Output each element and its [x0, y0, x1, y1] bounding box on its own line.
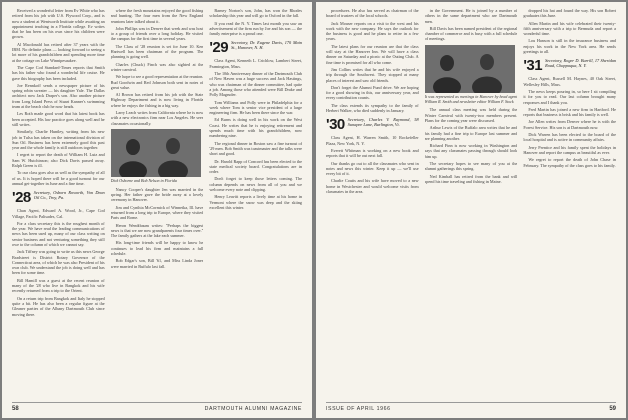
left-page-footer [12, 402, 302, 412]
class-year: '30 [326, 116, 345, 134]
photo [425, 45, 518, 93]
paragraph: Henry Leavitt reports a lively time at his home in Vermont where the snow was deep and the skiing excellent this winter. [209, 194, 302, 210]
class-heading [12, 190, 105, 205]
halftone-photo [425, 45, 515, 93]
paragraph: The annual class meeting was held during the Winter Carnival with twenty-two members present. Plans for the coming year were discussed. [424, 107, 518, 123]
paragraph: Don't forget the Alumni Fund drive. We are hoping for a good showing in this, our anniversary year, and every contribution counts. [326, 84, 419, 101]
paragraph: Les Roth made good word that his latest book has been accepted. His law practice goes along well and he still writes. [12, 111, 105, 127]
paragraph: Received a wonderful letter from Ev White who has retired from his job with U.S. Plywood Corp., and is now a student at Wentworth Institute while awaiting an appointment teaching in a Florida college. Ev writes that he has been on his own since his children were grown. [12, 8, 105, 40]
text-column [209, 8, 302, 396]
paragraph: Lou Hanson is still in the insurance business and enjoys his work in the New York area. He sends greetings to all. [523, 38, 616, 55]
class-secretary-info: Secretary, Osborn Roworth, Von Dean Oil Co., Troy, Pa. [33, 190, 105, 201]
paragraph: Charles (Chuck) Finch was also sighted at the winter carnival. [110, 61, 204, 72]
paragraph: Jack Mouser reports on a visit to the west and his work with the new company. He says the outlook for the business is good and he plans to retire in a few years. [326, 20, 419, 42]
photo-caption: It was represented as meetings in Hanover by head agent William R. Smith and newsletter editor William F. Stock [424, 93, 518, 104]
photo-caption: Dick Osborne and Bob Nelson in Florida [110, 177, 177, 183]
photo [111, 129, 204, 177]
paragraph: Barney Norton's son, John, has won the Rhodes scholarship this year and will go to Oxford in the fall. [209, 8, 302, 19]
paragraph: Chan Agent, Edward A. Wood, Jr., Cape Cod Village, Pacific Palisades, Cal. [12, 208, 105, 219]
class-heading [523, 58, 616, 73]
paragraph: Jack Tiffney was going to write us this news George Bradstreet is District Rotary Governor of the Connecticut area, of which he was also President of his own club. We understand the job is doing well and has been for some time. [12, 249, 105, 276]
photo-figure [166, 138, 180, 154]
paragraph: I regret to report the death of William H. Lutz and Sam W. Hutchinson; also Dick Davis passed away. Ralph Green is ill. [12, 152, 105, 169]
paragraph: Bob Edgar's son, Bill '61, and Miss Linda Jones were married in Buffalo last fall. [110, 258, 204, 269]
paragraph: Arthur Lewis of the Buffalo area writes that he and his family had a fine trip to Europe last summer and are planning another. [424, 125, 518, 141]
paragraph: On a return trip from Bangkok and Italy he stopped quite a bit. He has also been a regular figure at the Gleaner parties of the Albany Dartmouth Club since moving there. [12, 295, 105, 317]
paragraph: Joe Allen writes from Denver where he is with the Forest Service. His son is at Dartmouth now. [523, 119, 616, 130]
paragraph: Class Agent, Russell M. Haynes, 40 Oak Street, Wellesley Hills, Mass. [523, 76, 616, 87]
paragraph: procedures. He also has served as chairman of the board of trustees of the local schools. [326, 8, 419, 19]
paragraph: The news keeps pouring in, so here I sit compiling it for you to read. Our last column brought many responses and I thank you. [523, 88, 616, 105]
paragraph: Fred Martin has joined a new firm in Hartford. He reports that business is brisk and his family is well. [523, 106, 616, 118]
paragraph: The secretary hopes to see many of you at the alumni gatherings this spring. [424, 161, 518, 172]
paragraph: We regret to report the death of John Chase in February. The sympathy of the class goes to his family. [523, 157, 616, 168]
text-column [111, 8, 204, 396]
paragraph: Bill Davis has been named president of the regional chamber of commerce and is busy with a full schedule of meetings. [424, 25, 518, 42]
paragraph: Al Macdonald has retired after 37 years with the IBM. No definite plans — looking forward to seeing a lot more of his grandchildren and spending more time at the cottage on Lake Winnipesaukee. [12, 41, 105, 63]
paragraph: Class Agent, Kenneth L. Crichlow, Lambert Street, Framington, Mass. [209, 58, 302, 69]
class-heading [326, 117, 419, 132]
paragraph: Al Brown has retired from his job with the State Highway Department and is now living in Florida where he enjoys the fishing in a big way. [110, 92, 204, 108]
issue-title: ISSUE OF APRIL 1966 [326, 406, 391, 412]
class-secretary-info: Secretary, Roger D. Burrill, 17 Sheridan Road, Chappaqua, N. Y. [545, 58, 616, 69]
paragraph: John Phillips was in Denver that week and was host to a group of friends over a long holiday. He visited the campus for the first time in several years. [110, 25, 204, 42]
paragraph: The 10th Anniversary dinner of the Dartmouth Club of New Haven was a huge success and Jack Hastings, who was chairman of the dinner committee, had quite a job. Among those who attended were Bill Drake and Polly Magruder. [209, 71, 302, 98]
halftone-photo [111, 129, 201, 177]
right-page-footer [326, 402, 616, 412]
paragraph: Charlie Coutts and his wife have moved to a new home in Westchester and would welcome visits from classmates in the area. [326, 178, 419, 195]
class-year: '31 [523, 57, 543, 75]
paragraph: Ed Burns is doing well in his work on the West Coast. He writes that he is enjoying retirement and spends much time with his grandchildren, now numbering nine. [209, 117, 302, 139]
paragraph: Jim Collins writes that he and his wife enjoyed a trip through the Southwest. They stopped at many places of interest and saw old friends. [326, 66, 419, 83]
paragraph: We hope to see a good representation at the reunion. Bud Goodwin and Red Johnson both sent in notes of great value. [110, 74, 204, 90]
photo-figure [480, 54, 494, 70]
paragraph: Richard Finn is now working in Washington and says that any classmates passing through should look him up. [424, 143, 518, 159]
paragraph: Don't forget to keep those letters coming. The column depends on news from all of you and we welcome every note and clipping. [209, 176, 302, 193]
paragraph: Jerry Prentice and his family spent the holidays in Hanover and report the campus as beautiful as ever. [523, 144, 616, 155]
paragraph: Everett Whitman is working on a new book and reports that it will be out next fall. [326, 147, 419, 159]
class-year: '29 [209, 39, 229, 57]
paragraph: To our class goes also as well as the sympathy of all of us. It is hoped there will be a good turnout for our annual get-together in June and a fine time. [12, 170, 105, 186]
paragraph: dropped his hat and found the way. His son Robert graduates this June. [523, 8, 616, 19]
paragraph: Our thanks go out to all the classmates who sent in notes and news this winter. Keep it up — we'll use every bit of it. [326, 160, 419, 177]
paragraph: The Cape Cod Standard-Times reports that Smith has his father who found a wonderful life cruise. He gave this biography has been included. [12, 64, 105, 81]
class-year: '28 [12, 189, 31, 207]
paragraph: For a class secretary this is the roughest month of the year. We have read the leading communications of news has been used up, many of our class writing on senior business and not venturing something they still owe to the column of which we cannot say. [12, 220, 105, 247]
left-page-number: 58 [12, 406, 19, 412]
paragraph: Class Agent, H. Warren Smith, 10 Rockefeller Plaza, New York, N. Y. [326, 135, 419, 146]
paragraph: Nancy Cooper's daughter Jen was married in the spring. Her father gave the bride away at a lovely ceremony in Hanover. [110, 186, 204, 203]
paragraph: Bill Hamill was a guest at the recent reunion of many of the '28 who live in Bangkok and his wife recently returned from a trip to the Orient. [12, 277, 105, 294]
left-page [2, 2, 312, 418]
paragraph: in the Government. He is joined by a number of others in the same department who are Dartmouth men. [424, 8, 518, 24]
paragraph: The latest plans for our reunion are that the class will stay at the Hanover Inn. We will have a class dinner on Saturday and a picnic at the Outing Club. A fine time is promised for all who come. [326, 43, 419, 65]
right-page-number: 59 [609, 406, 616, 412]
paragraph: Dr. Harold Rapp of Concord has been elected to the state medical society board. Congratulations are in order. [209, 158, 302, 175]
paragraph: Jim and Cynthia McCormick of Winnetka, Ill. have returned from a long trip to Europe, where they visited Paris and Rome. [110, 204, 204, 221]
text-column [425, 8, 518, 396]
text-column [523, 8, 616, 396]
paragraph: Allen Martin and his wife celebrated their twenty-fifth anniversary with a trip to Bermuda and report a wonderful time. [523, 20, 616, 37]
paragraph: Tom Williams and Polly were in Philadelphia for a week where Tom is senior vice president of a large engineering firm. He has been there since the war. [209, 99, 302, 116]
paragraph: His long-time friends will be happy to know he continues to lead his firm and maintains a full schedule. [110, 240, 204, 256]
photo-figure [440, 55, 454, 71]
class-secretary-info: Secretary, Dr. Eugene Davis, 170 Main St., Hanover, N. H. [231, 40, 302, 51]
paragraph: The class extends its sympathy to the family of Herbert Walker, who died suddenly in January. [326, 102, 419, 114]
left-page-columns [12, 8, 302, 396]
paragraph: If you read the N. Y. Times last month you saw an advertisement of the firm run by Joe and his son — the family enterprise is a proud one. [209, 20, 302, 37]
magazine-title: DARTMOUTH ALUMNI MAGAZINE [204, 406, 302, 412]
text-column [326, 8, 419, 396]
paragraph: Dick Warren has been elected to the board of the local hospital and is active in community affairs. [523, 132, 616, 143]
paragraph: Heron Wendtbaum writes: "Perhaps the biggest news is that we are now grandparents four times over." The family gathers at the lake each summer. [110, 222, 204, 239]
text-column [12, 8, 105, 396]
right-page-columns [326, 8, 616, 396]
photo-figure [126, 139, 140, 155]
paragraph: where the fresh mountains enjoyed the good fishing and hunting. The four men from the New England reunions later talked about it. [110, 8, 204, 24]
class-secretary-info: Secretary, Charles V. Raymond, 58 Sunapee Lane, Burlington, Vt. [347, 117, 419, 128]
right-page [316, 2, 626, 418]
paragraph: The regional dinner in Boston saw a fine turnout of '29 men. Bob Smith was toastmaster and the talks were short and good. [209, 140, 302, 157]
class-heading [209, 40, 302, 55]
paragraph: Similarly, Charlie Huntley, writing from his new job in Tulsa has taken on the international division of Sun Oil. Business has been extremely good this past year and the whole family is still outdoors together. [12, 129, 105, 151]
paragraph: Ned Kimball has retired from the bank and will spend his time traveling and fishing in Maine. [424, 173, 518, 184]
paragraph: Joe Rennkoff sends a newspaper picture of his spring robin sweater — his daughter Yale. The Dallas architect now Jack Draper's son. Also another picture from Long Island Press of Stuart Kanner's swimming team at the beach club he now heads. [12, 82, 105, 110]
paragraph: The Class of '28 reunion is set for June 10. Ken Hartwell has been chairman of the program. The planning is going well. [110, 43, 204, 60]
paragraph: Larry Leach writes from California where he is now with a new electronics firm near Los Angeles. He sees classmates occasionally. [110, 110, 204, 126]
